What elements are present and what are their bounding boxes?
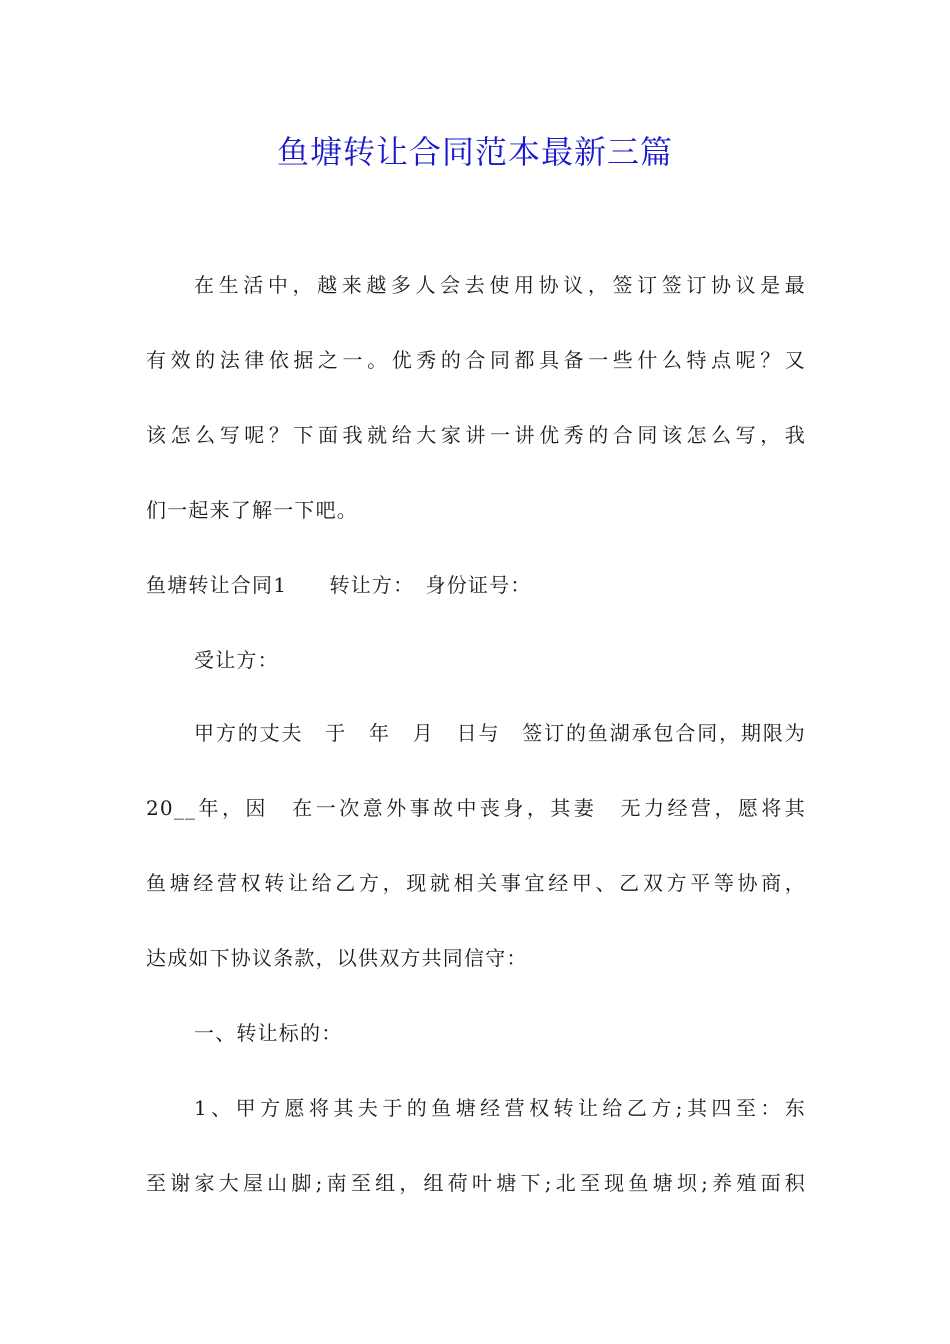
paragraph-line: 20__年，因 在一次意外事故中丧身，其妻 无力经营，愿将其	[146, 796, 806, 820]
paragraph-line: 甲方的丈夫 于 年 月 日与 签订的鱼湖承包合同，期限为	[194, 721, 806, 745]
paragraph-line: 有效的法律依据之一。优秀的合同都具备一些什么特点呢？又	[146, 348, 806, 372]
document-title: 鱼塘转让合同范本最新三篇	[276, 133, 673, 171]
paragraph-line: 1、甲方愿将其夫于的鱼塘经营权转让给乙方;其四至：东	[194, 1096, 806, 1120]
clause-heading: 一、转让标的：	[194, 1021, 343, 1045]
paragraph-line: 们一起来了解一下吧。	[146, 498, 358, 522]
paragraph-line: 该怎么写呢？下面我就给大家讲一讲优秀的合同该怎么写，我	[146, 423, 806, 447]
section-heading-line: 鱼塘转让合同1 转让方： 身份证号：	[146, 573, 532, 597]
paragraph-line: 至谢家大屋山脚;南至组，组荷叶塘下;北至现鱼塘坝;养殖面积	[146, 1171, 806, 1195]
paragraph-line: 鱼塘经营权转让给乙方，现就相关事宜经甲、乙双方平等协商，	[146, 871, 806, 895]
paragraph-line: 达成如下协议条款，以供双方共同信守：	[146, 946, 528, 970]
paragraph-line: 受让方：	[194, 648, 279, 672]
paragraph-line: 在生活中，越来越多人会去使用协议，签订签订协议是最	[194, 273, 806, 297]
